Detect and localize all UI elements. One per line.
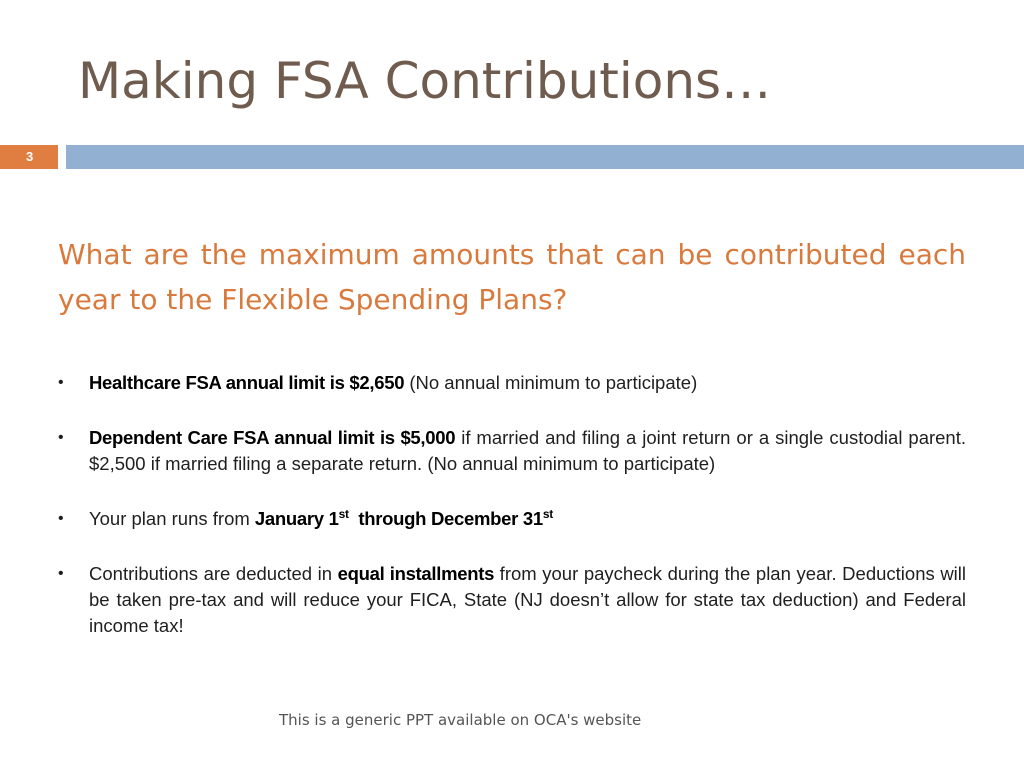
healthcare-note: (No annual minimum to participate) <box>404 372 698 393</box>
slide-number: 3 <box>0 145 58 169</box>
bullet-marker: • <box>58 374 64 391</box>
bullet-list <box>58 370 966 639</box>
bullet-dependent-care <box>58 425 966 477</box>
bullet-marker: • <box>58 510 64 527</box>
bullet-marker: • <box>58 565 64 582</box>
dependent-care-note: if married and filing a joint return or a single custodial parent. $2,500 if married filing a separate return. (No annual minimum to participate) <box>89 427 966 474</box>
plan-start-suffix: st <box>338 506 349 521</box>
equal-installments: equal installments <box>337 563 495 584</box>
question-heading: What are the maximum amounts that can be contributed each year to the Flexible Spending Plans? <box>58 238 966 316</box>
bullet-contributions <box>58 561 966 639</box>
plan-start-date <box>255 508 553 529</box>
slide-title: Making FSA Contributions… <box>78 52 772 110</box>
bullet-plan-period <box>58 506 966 532</box>
plan-start-text: January 1 <box>254 508 339 529</box>
bullet-marker: • <box>58 429 64 446</box>
contributions-note: from your paycheck during the plan year. Deductions will be taken pre-tax and will reduce your FICA, State (NJ doesn’t allow for state tax deduction) and Federal income tax! <box>89 563 967 636</box>
contributions-prefix: Contributions are deducted in <box>89 563 338 584</box>
plan-end-suffix: st <box>542 506 553 521</box>
plan-end-text: through December 31 <box>348 508 543 529</box>
plan-period-prefix: Your plan runs from <box>89 508 255 529</box>
dependent-care-limit: Dependent Care FSA annual limit is $5,000 <box>89 427 456 448</box>
header-bar <box>66 145 1024 169</box>
healthcare-limit: Healthcare FSA annual limit is $2,650 <box>89 372 405 393</box>
footer-note: This is a generic PPT available on OCA's website <box>279 711 642 729</box>
bullet-healthcare <box>58 370 966 396</box>
